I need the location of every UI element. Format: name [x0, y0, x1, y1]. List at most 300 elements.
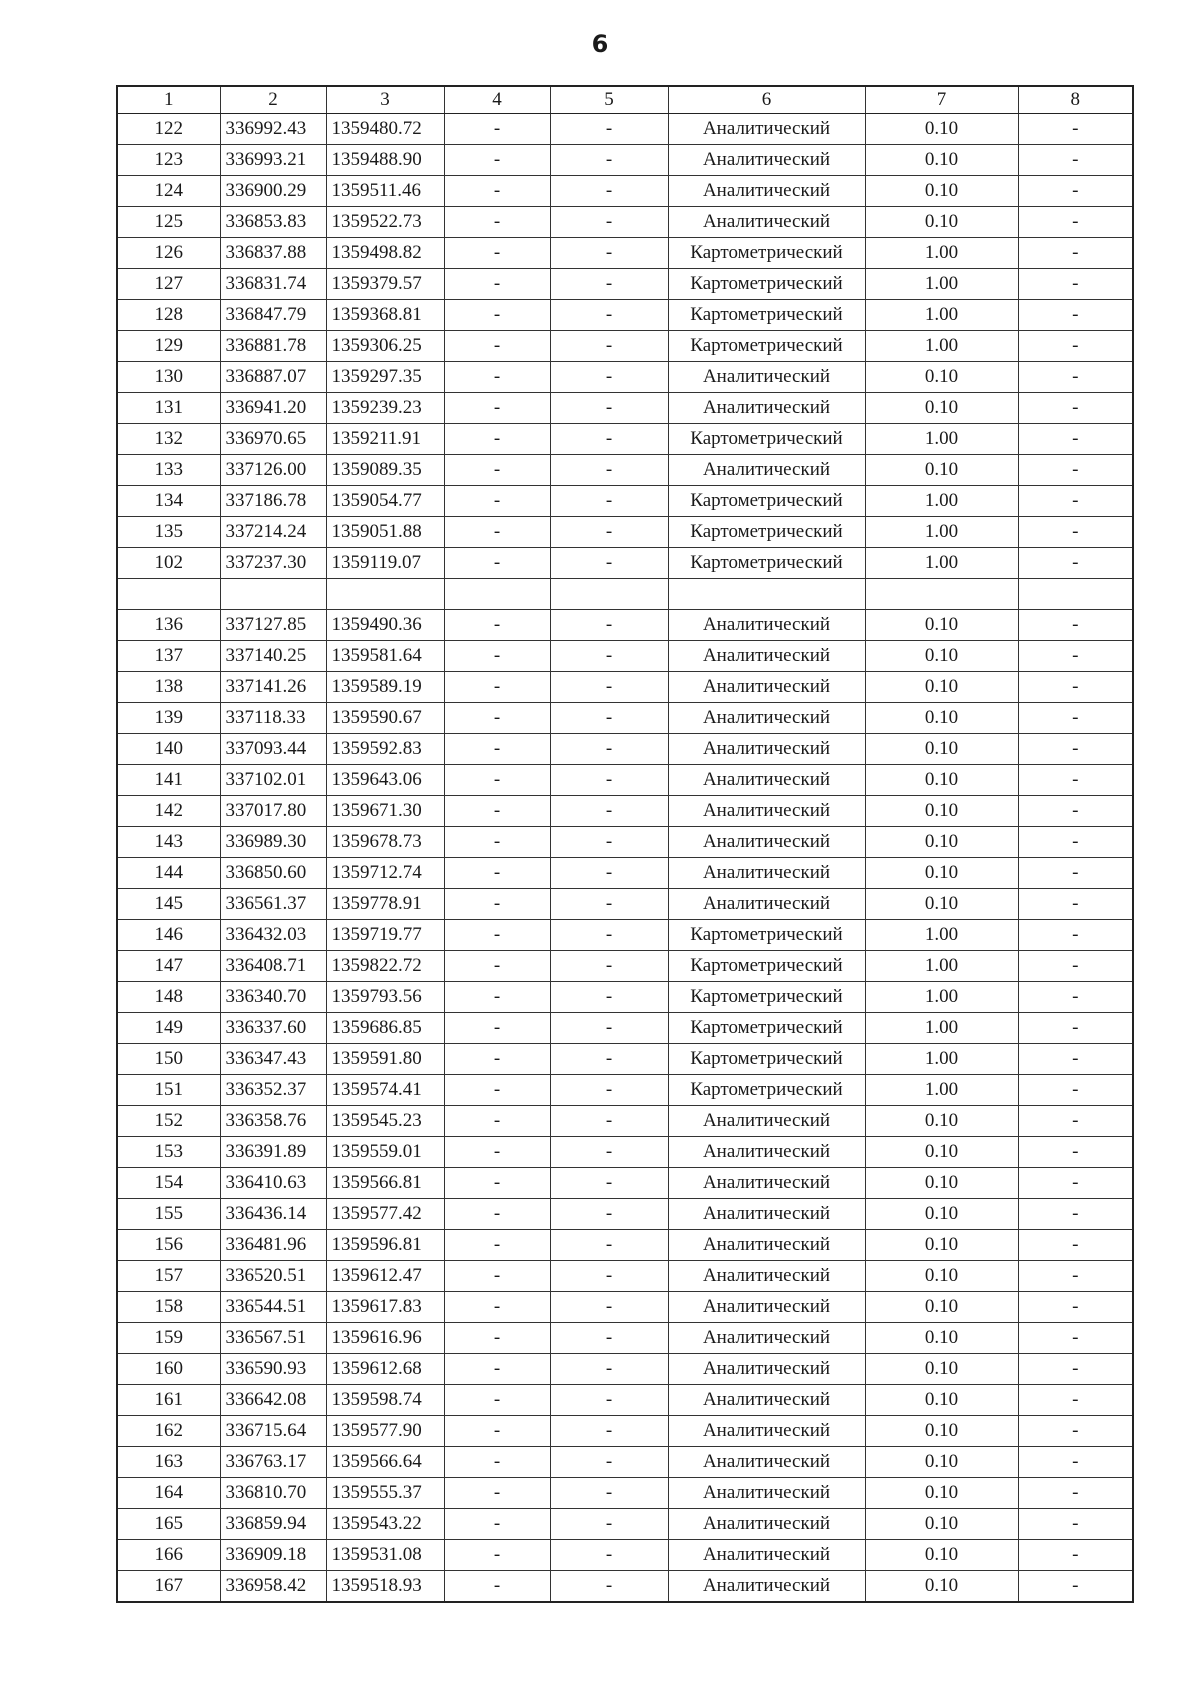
table-cell: 152	[117, 1106, 220, 1137]
table-cell: -	[550, 641, 668, 672]
table-cell: -	[444, 1075, 550, 1106]
table-cell: -	[444, 1416, 550, 1447]
table-row	[117, 610, 1133, 641]
table-cell: 1359545.23	[326, 1106, 444, 1137]
table-row	[117, 1540, 1133, 1571]
table-row	[117, 1571, 1133, 1603]
table-cell: 1359574.41	[326, 1075, 444, 1106]
table-cell: -	[550, 1571, 668, 1603]
table-cell: 336520.51	[220, 1261, 326, 1292]
table-row	[117, 424, 1133, 455]
table-cell: 0.10	[865, 610, 1018, 641]
table-cell: -	[444, 393, 550, 424]
table-cell: 153	[117, 1137, 220, 1168]
table-cell: Аналитический	[668, 1416, 865, 1447]
table-cell: 136	[117, 610, 220, 641]
table-cell: -	[444, 455, 550, 486]
table-cell: Аналитический	[668, 1106, 865, 1137]
table-cell	[220, 579, 326, 610]
table-cell	[117, 579, 220, 610]
table-cell: -	[550, 827, 668, 858]
table-cell: -	[550, 1447, 668, 1478]
table-cell: 133	[117, 455, 220, 486]
table-body	[117, 114, 1133, 1603]
table-cell: Картометрический	[668, 1044, 865, 1075]
table-cell: 1359719.77	[326, 920, 444, 951]
table-cell: -	[1018, 641, 1133, 672]
table-row	[117, 796, 1133, 827]
table-cell: 0.10	[865, 1106, 1018, 1137]
table-cell: 336432.03	[220, 920, 326, 951]
table-cell: 336853.83	[220, 207, 326, 238]
table-cell: 336481.96	[220, 1230, 326, 1261]
page-number: 6	[591, 30, 609, 58]
table-cell: 1.00	[865, 424, 1018, 455]
table-cell: 336337.60	[220, 1013, 326, 1044]
table-cell: -	[550, 331, 668, 362]
table-cell: -	[444, 1323, 550, 1354]
table-cell: 1359119.07	[326, 548, 444, 579]
table-cell: 1359490.36	[326, 610, 444, 641]
table-cell: -	[550, 1075, 668, 1106]
table-row	[117, 176, 1133, 207]
table-cell: -	[444, 548, 550, 579]
table-cell: Аналитический	[668, 393, 865, 424]
table-cell: 0.10	[865, 1168, 1018, 1199]
table-cell: -	[1018, 1013, 1133, 1044]
table-cell: Картометрический	[668, 331, 865, 362]
table-cell: 122	[117, 114, 220, 145]
table-cell: 0.10	[865, 1447, 1018, 1478]
table-cell: 337118.33	[220, 703, 326, 734]
table-cell: 0.10	[865, 114, 1018, 145]
table-cell: Картометрический	[668, 920, 865, 951]
table-cell: -	[1018, 517, 1133, 548]
table-cell: -	[1018, 1137, 1133, 1168]
table-cell: 336567.51	[220, 1323, 326, 1354]
table-cell: -	[1018, 114, 1133, 145]
table-cell: Аналитический	[668, 114, 865, 145]
table-cell: 146	[117, 920, 220, 951]
table-cell: -	[1018, 1354, 1133, 1385]
table-cell: -	[1018, 1323, 1133, 1354]
table-cell: Картометрический	[668, 424, 865, 455]
table-cell: 0.10	[865, 393, 1018, 424]
table-cell: 162	[117, 1416, 220, 1447]
table-cell: -	[1018, 672, 1133, 703]
table-row	[117, 269, 1133, 300]
table-cell	[865, 579, 1018, 610]
table-cell: 0.10	[865, 362, 1018, 393]
table-cell: Аналитический	[668, 1385, 865, 1416]
table-cell: -	[1018, 1075, 1133, 1106]
table-cell: 336410.63	[220, 1168, 326, 1199]
table-cell: -	[550, 114, 668, 145]
table-cell: -	[550, 1044, 668, 1075]
table-cell: 132	[117, 424, 220, 455]
table-cell: -	[444, 1044, 550, 1075]
table-cell: -	[1018, 1230, 1133, 1261]
table-cell: -	[444, 889, 550, 920]
table-cell: -	[1018, 1199, 1133, 1230]
table-row	[117, 672, 1133, 703]
table-cell: 142	[117, 796, 220, 827]
table-cell: -	[550, 145, 668, 176]
table-header-row	[117, 86, 1133, 114]
table-cell: 137	[117, 641, 220, 672]
table-cell: -	[550, 1230, 668, 1261]
table-cell: -	[444, 734, 550, 765]
table-cell: -	[1018, 393, 1133, 424]
table-cell: -	[1018, 827, 1133, 858]
table-cell: -	[444, 424, 550, 455]
table-cell: 1359566.64	[326, 1447, 444, 1478]
table-cell: 336941.20	[220, 393, 326, 424]
table-cell: Аналитический	[668, 1323, 865, 1354]
table-cell: 1359671.30	[326, 796, 444, 827]
table-cell: Аналитический	[668, 207, 865, 238]
table-row	[117, 1323, 1133, 1354]
table-cell: 1359297.35	[326, 362, 444, 393]
table-cell: 337141.26	[220, 672, 326, 703]
table-cell: Аналитический	[668, 765, 865, 796]
table-cell: -	[444, 827, 550, 858]
table-cell: 0.10	[865, 734, 1018, 765]
table-cell: Картометрический	[668, 951, 865, 982]
table-cell: 336763.17	[220, 1447, 326, 1478]
table-cell: 1359368.81	[326, 300, 444, 331]
table-cell: -	[1018, 238, 1133, 269]
table-cell: 163	[117, 1447, 220, 1478]
table-row	[117, 889, 1133, 920]
table-cell: 1359712.74	[326, 858, 444, 889]
table-cell: 1359678.73	[326, 827, 444, 858]
table-cell: 0.10	[865, 145, 1018, 176]
table-cell	[1018, 579, 1133, 610]
table-cell: 0.10	[865, 889, 1018, 920]
table-cell: -	[550, 486, 668, 517]
table-cell: 147	[117, 951, 220, 982]
table-cell: -	[1018, 207, 1133, 238]
table-cell: 154	[117, 1168, 220, 1199]
table-cell: -	[550, 703, 668, 734]
table-cell: 0.10	[865, 176, 1018, 207]
table-cell: 336544.51	[220, 1292, 326, 1323]
table-cell: -	[1018, 1106, 1133, 1137]
table-cell: Картометрический	[668, 1013, 865, 1044]
table-cell: 1359498.82	[326, 238, 444, 269]
table-cell: Аналитический	[668, 796, 865, 827]
table-cell: Аналитический	[668, 1292, 865, 1323]
table-row	[117, 1199, 1133, 1230]
table-cell: -	[444, 517, 550, 548]
table-row	[117, 114, 1133, 145]
table-cell: Аналитический	[668, 1261, 865, 1292]
table-cell: -	[550, 1199, 668, 1230]
table-cell: -	[550, 1354, 668, 1385]
table-cell: Аналитический	[668, 734, 865, 765]
table-cell: -	[1018, 982, 1133, 1013]
table-cell: 1359581.64	[326, 641, 444, 672]
table-cell: -	[550, 982, 668, 1013]
table-cell: 336810.70	[220, 1478, 326, 1509]
table-cell: 336436.14	[220, 1199, 326, 1230]
table-cell: 1.00	[865, 238, 1018, 269]
table-cell: 1359211.91	[326, 424, 444, 455]
table-cell: 0.10	[865, 1385, 1018, 1416]
table-cell: -	[550, 858, 668, 889]
table-cell: 0.10	[865, 1292, 1018, 1323]
table-cell: -	[444, 1168, 550, 1199]
table-cell: -	[444, 1106, 550, 1137]
table-row	[117, 1168, 1133, 1199]
table-cell: -	[550, 1509, 668, 1540]
table-row	[117, 1385, 1133, 1416]
table-cell: 102	[117, 548, 220, 579]
table-cell: 0.10	[865, 765, 1018, 796]
table-cell: 337093.44	[220, 734, 326, 765]
table-cell: 1359616.96	[326, 1323, 444, 1354]
table-cell: -	[444, 703, 550, 734]
table-cell: 0.10	[865, 796, 1018, 827]
table-cell: -	[444, 362, 550, 393]
table-cell: 1359822.72	[326, 951, 444, 982]
table-cell: 150	[117, 1044, 220, 1075]
table-cell: 1359488.90	[326, 145, 444, 176]
table-row	[117, 1137, 1133, 1168]
table-cell: 1359054.77	[326, 486, 444, 517]
table-cell: -	[444, 145, 550, 176]
table-cell: -	[1018, 486, 1133, 517]
table-cell: -	[444, 1447, 550, 1478]
table-cell: 156	[117, 1230, 220, 1261]
table-cell: Аналитический	[668, 1509, 865, 1540]
table-cell: -	[550, 424, 668, 455]
table-cell: 1.00	[865, 951, 1018, 982]
table-cell: 135	[117, 517, 220, 548]
table-cell: -	[550, 1261, 668, 1292]
table-row	[117, 1044, 1133, 1075]
table-cell: 0.10	[865, 1354, 1018, 1385]
table-row	[117, 982, 1133, 1013]
table-cell: 1359379.57	[326, 269, 444, 300]
column-header: 3	[326, 86, 444, 114]
table-cell: -	[550, 920, 668, 951]
table-cell: 1359306.25	[326, 331, 444, 362]
table-cell: 1.00	[865, 486, 1018, 517]
table-cell: 336881.78	[220, 331, 326, 362]
table-cell: 161	[117, 1385, 220, 1416]
table-cell: Аналитический	[668, 858, 865, 889]
table-cell: -	[444, 858, 550, 889]
table-cell: -	[550, 889, 668, 920]
table-cell: 0.10	[865, 1540, 1018, 1571]
table-cell: 151	[117, 1075, 220, 1106]
table-cell: 337126.00	[220, 455, 326, 486]
table-cell: -	[1018, 331, 1133, 362]
table-cell: -	[1018, 455, 1133, 486]
table-cell: Аналитический	[668, 1571, 865, 1603]
table-cell: -	[1018, 1416, 1133, 1447]
table-cell: 0.10	[865, 1478, 1018, 1509]
table-cell: Аналитический	[668, 827, 865, 858]
table-cell: -	[444, 1540, 550, 1571]
table-cell: -	[1018, 145, 1133, 176]
table-cell: 336340.70	[220, 982, 326, 1013]
table-cell: -	[1018, 796, 1133, 827]
table-cell: 336900.29	[220, 176, 326, 207]
table-cell: 1359577.90	[326, 1416, 444, 1447]
table-cell: -	[1018, 176, 1133, 207]
table-cell: 0.10	[865, 1261, 1018, 1292]
table-cell: 1.00	[865, 1044, 1018, 1075]
table-cell: 0.10	[865, 1323, 1018, 1354]
table-cell: 336837.88	[220, 238, 326, 269]
table-row	[117, 331, 1133, 362]
table-cell: Картометрический	[668, 548, 865, 579]
table-cell: Аналитический	[668, 1230, 865, 1261]
table-cell: -	[550, 1168, 668, 1199]
table-cell: -	[444, 1199, 550, 1230]
table-cell: 337140.25	[220, 641, 326, 672]
table-cell: 1.00	[865, 982, 1018, 1013]
table-row	[117, 238, 1133, 269]
table-cell: -	[1018, 1447, 1133, 1478]
table-cell: -	[550, 1478, 668, 1509]
table-cell: -	[1018, 951, 1133, 982]
table-row	[117, 1354, 1133, 1385]
table-cell: 0.10	[865, 1230, 1018, 1261]
table-cell: -	[1018, 269, 1133, 300]
table-cell: 336391.89	[220, 1137, 326, 1168]
table-cell: 336989.30	[220, 827, 326, 858]
table-cell: 1359555.37	[326, 1478, 444, 1509]
table-cell	[550, 579, 668, 610]
table-cell: 1.00	[865, 1075, 1018, 1106]
table-cell: 1359522.73	[326, 207, 444, 238]
table-cell: 0.10	[865, 1137, 1018, 1168]
table-cell: 0.10	[865, 672, 1018, 703]
table-cell: Аналитический	[668, 362, 865, 393]
table-cell: 0.10	[865, 1571, 1018, 1603]
table-cell: Аналитический	[668, 610, 865, 641]
table-row	[117, 734, 1133, 765]
table-row	[117, 362, 1133, 393]
table-cell	[668, 579, 865, 610]
table-cell: 130	[117, 362, 220, 393]
table-cell: -	[444, 300, 550, 331]
table-cell: Аналитический	[668, 889, 865, 920]
table-cell: -	[550, 765, 668, 796]
table-cell: 337186.78	[220, 486, 326, 517]
table-cell: 337237.30	[220, 548, 326, 579]
table-cell: 164	[117, 1478, 220, 1509]
table-cell: 139	[117, 703, 220, 734]
table-cell: -	[444, 1385, 550, 1416]
table-cell: -	[550, 207, 668, 238]
table-cell: -	[550, 672, 668, 703]
table-cell: 337017.80	[220, 796, 326, 827]
table-cell: -	[444, 796, 550, 827]
table-cell: -	[444, 765, 550, 796]
table-cell: -	[550, 362, 668, 393]
table-row	[117, 765, 1133, 796]
table-cell: 0.10	[865, 858, 1018, 889]
table-cell: -	[444, 331, 550, 362]
table-cell: 336358.76	[220, 1106, 326, 1137]
coordinates-table	[116, 85, 1134, 1603]
table-cell: 337127.85	[220, 610, 326, 641]
table-cell: 336590.93	[220, 1354, 326, 1385]
table-cell: 336859.94	[220, 1509, 326, 1540]
table-row	[117, 393, 1133, 424]
table-cell: -	[1018, 300, 1133, 331]
table-cell: -	[1018, 1261, 1133, 1292]
table-row	[117, 1261, 1133, 1292]
table-cell: -	[444, 672, 550, 703]
table-cell: 1359686.85	[326, 1013, 444, 1044]
table-cell: 1359643.06	[326, 765, 444, 796]
table-cell: Аналитический	[668, 1447, 865, 1478]
table-cell: 1359577.42	[326, 1199, 444, 1230]
table-cell: 1359590.67	[326, 703, 444, 734]
table-cell: 124	[117, 176, 220, 207]
table-cell: 126	[117, 238, 220, 269]
table-cell: 125	[117, 207, 220, 238]
table-cell: 0.10	[865, 641, 1018, 672]
table-row	[117, 1416, 1133, 1447]
table-cell: 1359598.74	[326, 1385, 444, 1416]
table-cell: 145	[117, 889, 220, 920]
table-cell: -	[550, 269, 668, 300]
table-cell: 336992.43	[220, 114, 326, 145]
table-row	[117, 300, 1133, 331]
table-cell: -	[1018, 362, 1133, 393]
table-cell: 336561.37	[220, 889, 326, 920]
table-cell: 0.10	[865, 703, 1018, 734]
table-cell: 336887.07	[220, 362, 326, 393]
table-cell: 165	[117, 1509, 220, 1540]
table-row	[117, 486, 1133, 517]
table-row	[117, 207, 1133, 238]
table-cell: 0.10	[865, 1416, 1018, 1447]
table-cell: -	[444, 1137, 550, 1168]
table-cell: -	[550, 951, 668, 982]
table-cell: 0.10	[865, 1509, 1018, 1540]
table-cell: 140	[117, 734, 220, 765]
table-row	[117, 1106, 1133, 1137]
table-cell: 155	[117, 1199, 220, 1230]
table-cell: -	[550, 1013, 668, 1044]
table-cell: -	[550, 455, 668, 486]
table-cell: 1359518.93	[326, 1571, 444, 1603]
table-row	[117, 641, 1133, 672]
table-cell: 1359592.83	[326, 734, 444, 765]
table-cell: 336408.71	[220, 951, 326, 982]
table-cell: 138	[117, 672, 220, 703]
table-cell: -	[444, 982, 550, 1013]
table-cell: 129	[117, 331, 220, 362]
table-row	[117, 703, 1133, 734]
table-row	[117, 1509, 1133, 1540]
table-cell: 1359566.81	[326, 1168, 444, 1199]
table-cell: 1.00	[865, 920, 1018, 951]
table-cell: 143	[117, 827, 220, 858]
table-cell: -	[1018, 424, 1133, 455]
table-cell: -	[550, 1292, 668, 1323]
table-row	[117, 1075, 1133, 1106]
table-cell: -	[444, 1478, 550, 1509]
